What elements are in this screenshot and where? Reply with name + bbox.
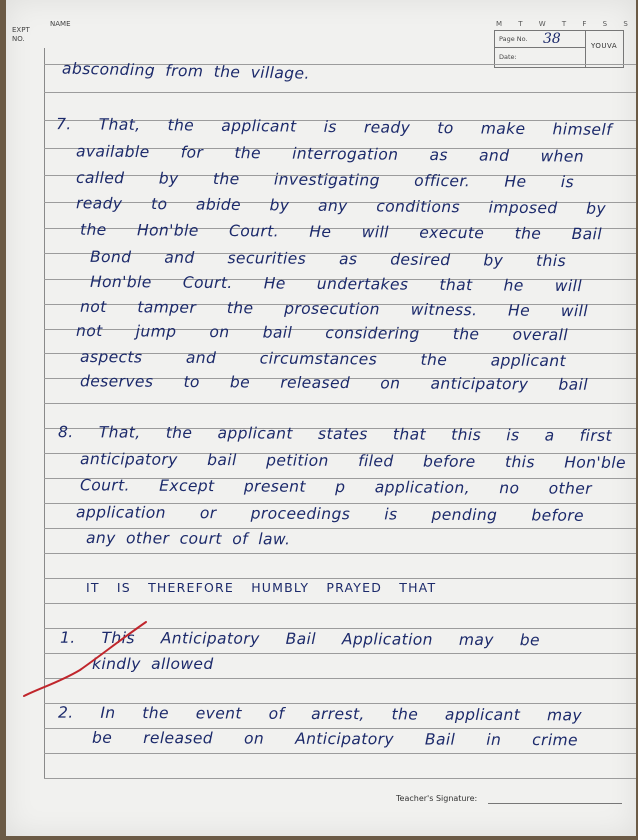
handwritten-line: ready to abide by any conditions imposed by	[75, 194, 607, 218]
handwritten-line: the Hon'ble Court. He will execute the Bail	[79, 220, 603, 244]
page-no-value: 38	[543, 31, 561, 47]
handwritten-line: aspects and circumstances the applicant	[79, 347, 567, 371]
name-label: NAME	[50, 20, 71, 28]
weekday-row: M T W T F S S	[496, 20, 635, 28]
box-divider	[585, 31, 586, 67]
handwritten-line: Court. Except present p application, no other	[79, 476, 593, 498]
handwritten-line: 2. In the event of arrest, the applicant may	[57, 703, 583, 725]
ruled-line	[44, 778, 636, 779]
handwritten-line: deserves to be released on anticipatory bail	[79, 372, 589, 394]
handwritten-line: absconding from the village.	[61, 59, 310, 83]
handwritten-line: 8. That, the applicant states that this is a first	[57, 423, 613, 445]
ruled-line	[44, 753, 636, 754]
handwritten-line: any other court of law.	[85, 528, 291, 549]
handwritten-line: application or proceedings is pending before	[75, 503, 585, 525]
handwritten-line: available for the interrogation as and when	[75, 142, 585, 166]
handwritten-line: anticipatory bail petition filed before this Hon'ble	[79, 450, 627, 472]
handwritten-line: called by the investigating officer. He is	[75, 168, 575, 192]
teacher-signature-label: Teacher's Signature:	[396, 794, 478, 803]
handwritten-line: be released on Anticipatory Bail in crime	[91, 728, 579, 750]
date-label: Date:	[499, 53, 517, 61]
correction-strike-mark	[20, 620, 170, 700]
page-info-box	[494, 30, 624, 68]
box-row-divider	[495, 47, 585, 48]
ruled-line	[44, 403, 636, 404]
ruled-line	[44, 92, 636, 93]
ruled-line	[44, 553, 636, 554]
brand-logo: YOUVA	[591, 42, 618, 50]
handwritten-line: Hon'ble Court. He undertakes that he will	[89, 272, 583, 296]
handwritten-line: 7. That, the applicant is ready to make himself	[55, 115, 613, 139]
prayer-heading: IT IS THEREFORE HUMBLY PRAYED THAT	[86, 580, 437, 595]
expt-no-label: EXPT NO.	[12, 26, 30, 43]
handwritten-line: Bond and securities as desired by this	[89, 247, 567, 271]
handwritten-line: not tamper the prosecution witness. He will	[79, 297, 589, 321]
handwritten-line: not jump on bail considering the overall	[75, 321, 569, 345]
ruled-line	[44, 578, 636, 579]
notebook-page	[6, 0, 636, 836]
handwritten-line: kindly allowed	[92, 655, 214, 673]
page-no-label: Page No.	[499, 35, 528, 43]
ruled-line	[44, 603, 636, 604]
signature-line	[488, 803, 622, 804]
handwritten-line: 1. This Anticipatory Bail Application may be	[59, 628, 541, 650]
